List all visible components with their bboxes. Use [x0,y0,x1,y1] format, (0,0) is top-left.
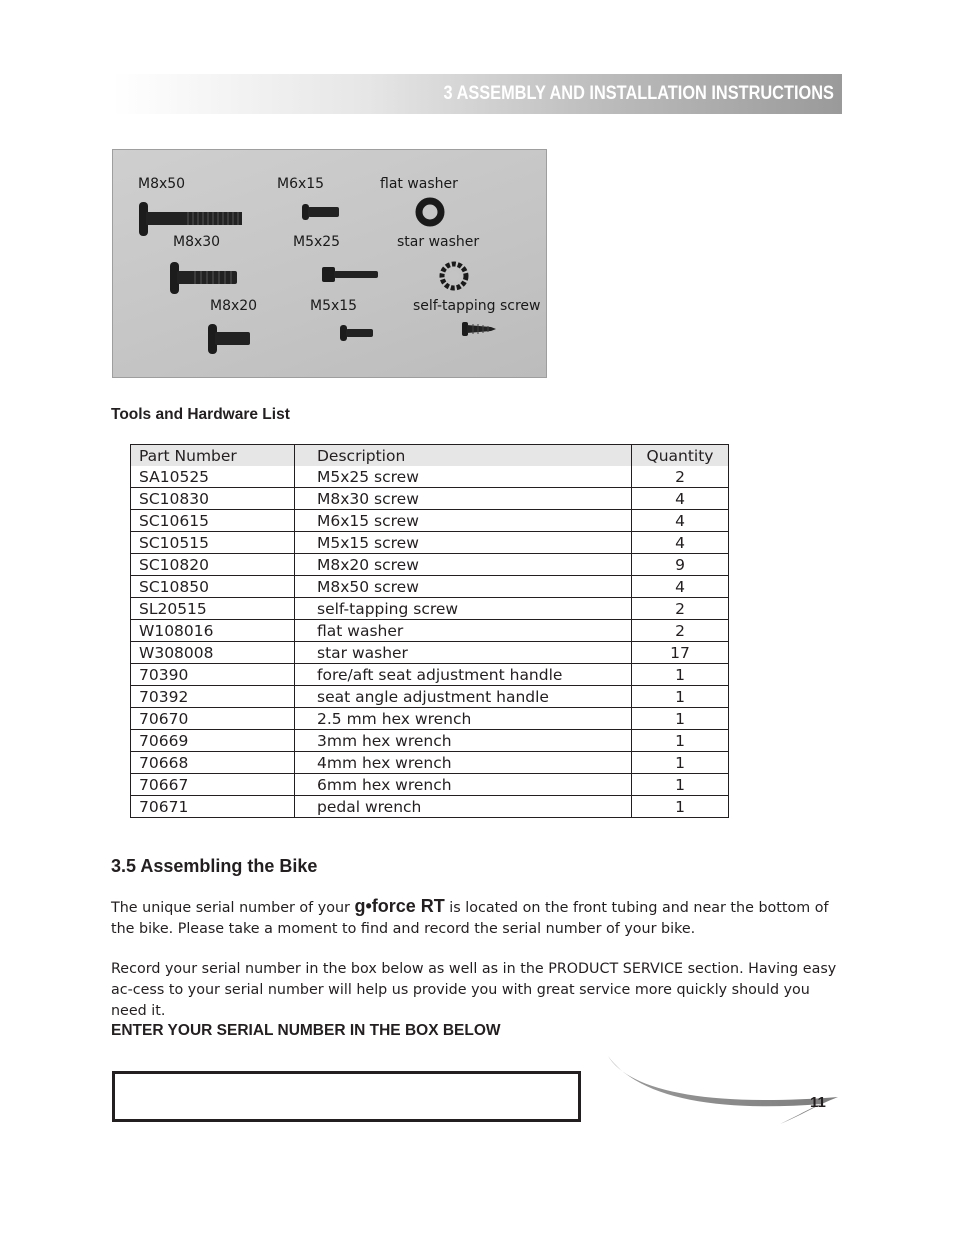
part-number-cell: SC10830 [131,488,295,510]
m6x15-label: M6x15 [277,176,325,192]
quantity-cell: 4 [632,488,729,510]
self-tapping-screw-label: self-tapping screw [413,298,541,314]
p1-before: The unique serial number of your [111,900,355,916]
flat-washer-icon [419,201,441,223]
part-number-cell: SC10615 [131,510,295,532]
serial-entry-heading: ENTER YOUR SERIAL NUMBER IN THE BOX BELOW [111,1022,501,1039]
quantity-cell: 1 [632,796,729,818]
m5x25-label: M5x25 [293,234,341,250]
table-row [131,466,729,488]
description-cell: 6mm hex wrench [295,774,632,796]
table-row [131,532,729,554]
table-row [131,686,729,708]
table-row [131,620,729,642]
swoosh-decoration-icon [600,1052,845,1132]
chapter-title: 3 ASSEMBLY AND INSTALLATION INSTRUCTIONS [443,83,834,104]
m8x20-screw-icon [208,324,250,354]
description-cell: star washer [295,642,632,664]
part-number-cell: SC10820 [131,554,295,576]
part-number-cell: 70670 [131,708,295,730]
m5x25-screw-icon [322,267,378,282]
description-cell: 3mm hex wrench [295,730,632,752]
description-cell: fore/aft seat adjustment handle [295,664,632,686]
quantity-cell: 4 [632,532,729,554]
m8x30-label: M8x30 [173,234,221,250]
table-row [131,576,729,598]
m5x15-screw-icon [340,325,373,341]
hardware-table [130,444,729,818]
part-number-cell: W308008 [131,642,295,664]
self-tapping-screw-icon [462,322,496,336]
description-cell: seat angle adjustment handle [295,686,632,708]
quantity-cell: 1 [632,686,729,708]
tools-hardware-heading: Tools and Hardware List [111,406,290,423]
quantity-cell: 2 [632,466,729,488]
quantity-cell: 9 [632,554,729,576]
part-number-cell: 70392 [131,686,295,708]
quantity-cell: 1 [632,752,729,774]
star-washer-label: star washer [397,234,480,250]
hardware-photo [112,149,547,378]
quantity-cell: 2 [632,620,729,642]
quantity-cell: 1 [632,708,729,730]
header-part-number: Part Number [131,445,295,467]
m8x50-screw-icon [139,202,242,236]
table-row [131,598,729,620]
m5x15-label: M5x15 [310,298,358,314]
table-row [131,730,729,752]
part-number-cell: 70671 [131,796,295,818]
hardware-table-body [131,466,729,818]
chapter-header-bar [112,74,842,114]
table-row [131,554,729,576]
header-quantity: Quantity [632,445,729,467]
page-number: 11 [810,1094,826,1111]
part-number-cell: SC10850 [131,576,295,598]
quantity-cell: 1 [632,774,729,796]
table-row [131,642,729,664]
description-cell: M5x15 screw [295,532,632,554]
table-row [131,752,729,774]
table-row [131,664,729,686]
section-heading: 3.5 Assembling the Bike [111,856,318,876]
quantity-cell: 2 [632,598,729,620]
table-row [131,510,729,532]
serial-number-box[interactable] [112,1071,581,1122]
quantity-cell: 17 [632,642,729,664]
table-row [131,488,729,510]
star-washer-icon [442,264,466,288]
quantity-cell: 1 [632,664,729,686]
description-cell: 2.5 mm hex wrench [295,708,632,730]
description-cell: M8x50 screw [295,576,632,598]
serial-paragraph-2: Record your serial number in the box below as well as in the PRODUCT SERVICE section. Having easy ac-cess to your serial number will help us provide you with great service more quickly should you need it. [111,961,837,1019]
flat-washer-label: flat washer [380,176,458,192]
quantity-cell: 1 [632,730,729,752]
part-number-cell: 70390 [131,664,295,686]
description-cell: flat washer [295,620,632,642]
part-number-cell: 70667 [131,774,295,796]
table-row [131,774,729,796]
part-number-cell: SA10525 [131,466,295,488]
part-number-cell: SC10515 [131,532,295,554]
m8x30-screw-icon [170,262,237,294]
description-cell: M5x25 screw [295,466,632,488]
table-row [131,796,729,818]
description-cell: M8x30 screw [295,488,632,510]
description-cell: 4mm hex wrench [295,752,632,774]
description-cell: M8x20 screw [295,554,632,576]
m8x20-label: M8x20 [210,298,258,314]
m6x15-screw-icon [302,204,339,220]
table-header-row [131,445,729,467]
description-cell: self-tapping screw [295,598,632,620]
description-cell: M6x15 screw [295,510,632,532]
part-number-cell: SL20515 [131,598,295,620]
quantity-cell: 4 [632,576,729,598]
m8x50-label: M8x50 [138,176,186,192]
brand-name: g•force RT [354,896,445,916]
header-description: Description [295,445,632,467]
serial-paragraph-1 [111,896,846,940]
part-number-cell: W108016 [131,620,295,642]
description-cell: pedal wrench [295,796,632,818]
part-number-cell: 70669 [131,730,295,752]
p1-after: is located on the front tubing and near the bottom of the bike. Please take a moment to find and record the serial number of your bike. [111,900,829,937]
table-row [131,708,729,730]
quantity-cell: 4 [632,510,729,532]
part-number-cell: 70668 [131,752,295,774]
